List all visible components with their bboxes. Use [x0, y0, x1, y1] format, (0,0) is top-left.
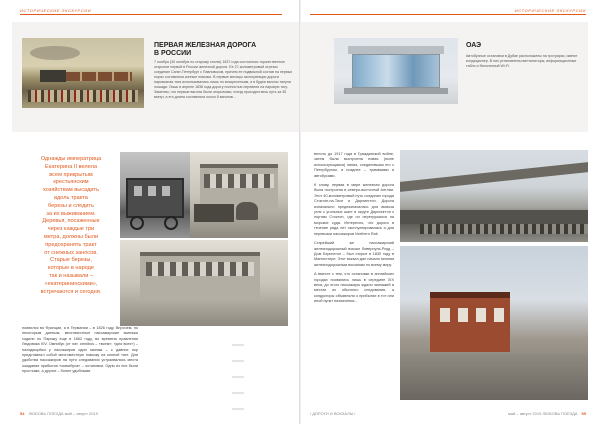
- smoke: [30, 46, 80, 60]
- train-cars: [66, 72, 132, 81]
- right-body-text: вплоть до 1917 года в Гражданской войне, затем была выстроена новая (ныне использующаяся) линия, соединившая его с Петербургом, а позднее – трамваями и автобусами. К слову, первая в мире железная дорога была построена в северо-восточной Англии. Этот 40-километровый путь соединил города Стоктон-на-Тисе и Дарлингтон. Дорога изначально предназначалась для вывоза угля с угольных шахт в округе Дарлингтон к портам Стоктон, где он перегружался на морские суда. Интересно, что дорога в течение ряда лет эксплуатировалась и для перевозки пассажиров Northern Rail. Старейший же пассажирский железнодорожный вокзал Ливерпуль-Роуд – Дом Бэрингтон – был открыт в 1830 году в Манчестере. Этот вокзал дал начало многим железнодорожным вокзалам по всему миру. А вместе с тем, что остановки в английских городах появились лишь в середине XIX века, до этого пассажиры ждали экипажей в местах их обычного следования, а кондукторы объявляли о прибытии в тот или иной пункт назначения...: [314, 152, 394, 304]
- left-body-text: появился во Франции, а в Германии – в 1826 году. Впрочем, по некоторым данным, многоместные пассажирские экипажи ходили по Парижу еще в 1662 году, во времена правления Людовика XIV. Омнибус (от лат. omnibus – «всем», «для всех») – находящийся у пассажиров один экипаж – с давних пор представлял собой многоместную повозку на конной тяге. Для удобства пассажиров на пути следования устраивались места ожидания прибытия «омнибуса» – остановки. Одни из них были простыми, а другие – более удобными.: [22, 326, 138, 374]
- running-head-rule: [20, 14, 282, 15]
- track-ties: [232, 330, 244, 410]
- crowd: [28, 90, 138, 102]
- folio-left: 54 ЛЮБОВЬ ПОЕЗДА май – август 2019: [20, 411, 98, 416]
- railway-platform-photo: [400, 150, 588, 242]
- folio-center: / ДОРОГИ И ВОКЗАЛЫ /: [310, 411, 356, 416]
- horse-carriage-photo: [120, 152, 190, 238]
- running-head-right: ИСТОРИЧЕСКИЕ ЭКСКУРСИИ: [514, 8, 586, 13]
- running-head-left: ИСТОРИЧЕСКИЕ ЭКСКУРСИИ: [20, 8, 92, 13]
- box-title-left: ПЕРВАЯ ЖЕЛЕЗНАЯ ДОРОГА В РОССИИ: [154, 42, 257, 57]
- dubai-bus-stop-photo: [334, 38, 458, 104]
- old-station-photo: [120, 240, 288, 326]
- running-head-rule: [310, 14, 586, 15]
- folio-right: май – август 2019 ЛЮБОВЬ ПОЕЗДА 55: [508, 411, 586, 416]
- coach: [126, 178, 184, 218]
- pull-quote: Однажды императрица Екатерина II велела всем прикрытым крестьянским хозяйствам высадить вдоль тракта березы и следить за их выживанием. Деревья, посаженные через каждые три метра, должны были предохранять тракт от снежных заносов. Старые березы, которые в народе так и называли – «екатерининскими», встречаются и сегодня.: [40, 156, 102, 295]
- right-page: [300, 0, 600, 424]
- box-text-right: Автобусные остановки в Дубае расположены на тротуарах, имеют кондиционер. В них установлены вентиляторы, информационные табло и бесплатный Wi-Fi.: [466, 54, 578, 68]
- box-text-left: 7 ноября (30 октября по старому стилю) 1837 года состоялось торжественное открытие первой в России железной дороги. Ее 27-километровый отрезок соединил Санкт-Петербург с Павловском, причем ее подвижной состав на первых порах составляли конные повозки. В первые месяцы эксплуатации дороги паровозная тяга использовалась лишь по воскресеньям, а в будни вагоны тянули лошади. Лишь в апреле 1838 года дорогу полностью перевели на паровую тягу. Заметим, что первые вагоны были открытыми, поезд проходил весь путь за 35 минут, а его длина составляла около 8 вагонов...: [154, 60, 293, 99]
- locomotive: [40, 70, 66, 82]
- box-title-right: ОАЭ: [466, 42, 482, 49]
- omnibus-photo: [190, 152, 288, 238]
- first-railway-painting: [22, 38, 144, 108]
- historic-station-photo: [400, 246, 588, 400]
